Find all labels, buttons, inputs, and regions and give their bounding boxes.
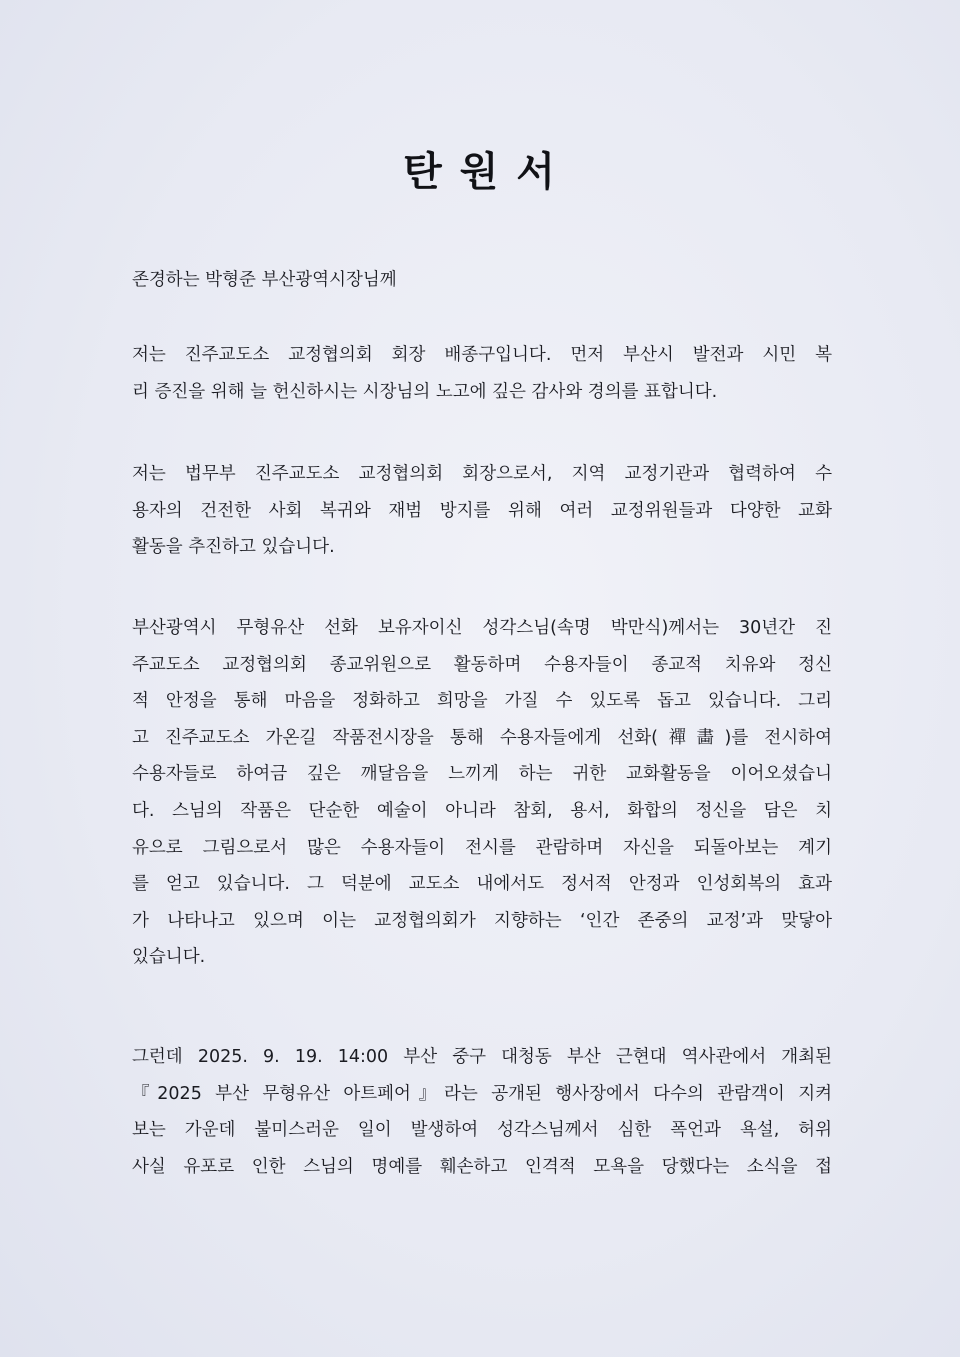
paragraph-line: 저는 진주교도소 교정협의회 회장 배종구입니다. 먼저 부산시 발전과 시민 복 [132, 345, 832, 365]
paragraph-line: 사실 유포로 인한 스님의 명예를 훼손하고 인격적 모욕을 당했다는 소식을 접 [132, 1156, 832, 1177]
salutation: 존경하는 박형준 부산광역시장님께 [132, 270, 397, 290]
paragraph-line: 그런데 2025. 9. 19. 14:00 부산 중구 대청동 부산 근현대 역사관에서 개최된 [132, 1047, 832, 1067]
paragraph-line: 주교도소 교정협의회 종교위원으로 활동하며 수용자들이 종교적 치유와 정신 [132, 654, 832, 675]
document-title: 탄 원 서 [403, 148, 557, 195]
paragraph-3 [132, 610, 832, 976]
paragraph-line: 가 나타나고 있으며 이는 교정협의회가 지향하는 ‘인간 존중의 교정’과 맞닿아 [132, 910, 832, 931]
paragraph-line: 있습니다. [132, 947, 206, 968]
paragraph-2 [132, 456, 832, 566]
paragraph-line: 고 진주교도소 가온길 작품전시장을 통해 수용자들에게 선화(禪畵)를 전시하여 [132, 727, 832, 748]
paragraph-line: 저는 법무부 진주교도소 교정협의회 회장으로서, 지역 교정기관과 협력하여 수 [132, 464, 832, 484]
paragraph-line: 적 안정을 통해 마음을 정화하고 희망을 가질 수 있도록 돕고 있습니다. 그리 [132, 691, 832, 712]
paragraph-line: 수용자들로 하여금 깊은 깨달음을 느끼게 하는 귀한 교화활동을 이어오셨습니 [132, 764, 832, 785]
paragraph-line: 용자의 건전한 사회 복귀와 재범 방지를 위해 여러 교정위원들과 다양한 교화 [132, 500, 832, 521]
paragraph-line: 보는 가운데 불미스러운 일이 발생하여 성각스님께서 심한 폭언과 욕설, 허위 [132, 1120, 832, 1141]
paragraph-line: 부산광역시 무형유산 선화 보유자이신 성각스님(속명 박만식)께서는 30년간 진 [132, 618, 832, 638]
paragraph-line: 다. 스님의 작품은 단순한 예술이 아니라 참회, 용서, 화합의 정신을 담은 치 [132, 800, 832, 821]
paragraph-1 [132, 337, 832, 410]
paragraph-line: 유으로 그림으로서 많은 수용자들이 전시를 관람하며 자신을 되돌아보는 계기 [132, 837, 832, 858]
paragraph-4 [132, 1039, 832, 1185]
paragraph-line: 를 얻고 있습니다. 그 덕분에 교도소 내에서도 정서적 안정과 인성회복의 효과 [132, 874, 832, 895]
paragraph-line: 리 증진을 위해 늘 헌신하시는 시장님의 노고에 깊은 감사와 경의를 표합니다. [132, 381, 718, 402]
paragraph-line: 『2025 부산 무형유산 아트페어』라는 공개된 행사장에서 다수의 관람객이 지켜 [132, 1083, 832, 1104]
paragraph-line: 활동을 추진하고 있습니다. [132, 537, 335, 558]
